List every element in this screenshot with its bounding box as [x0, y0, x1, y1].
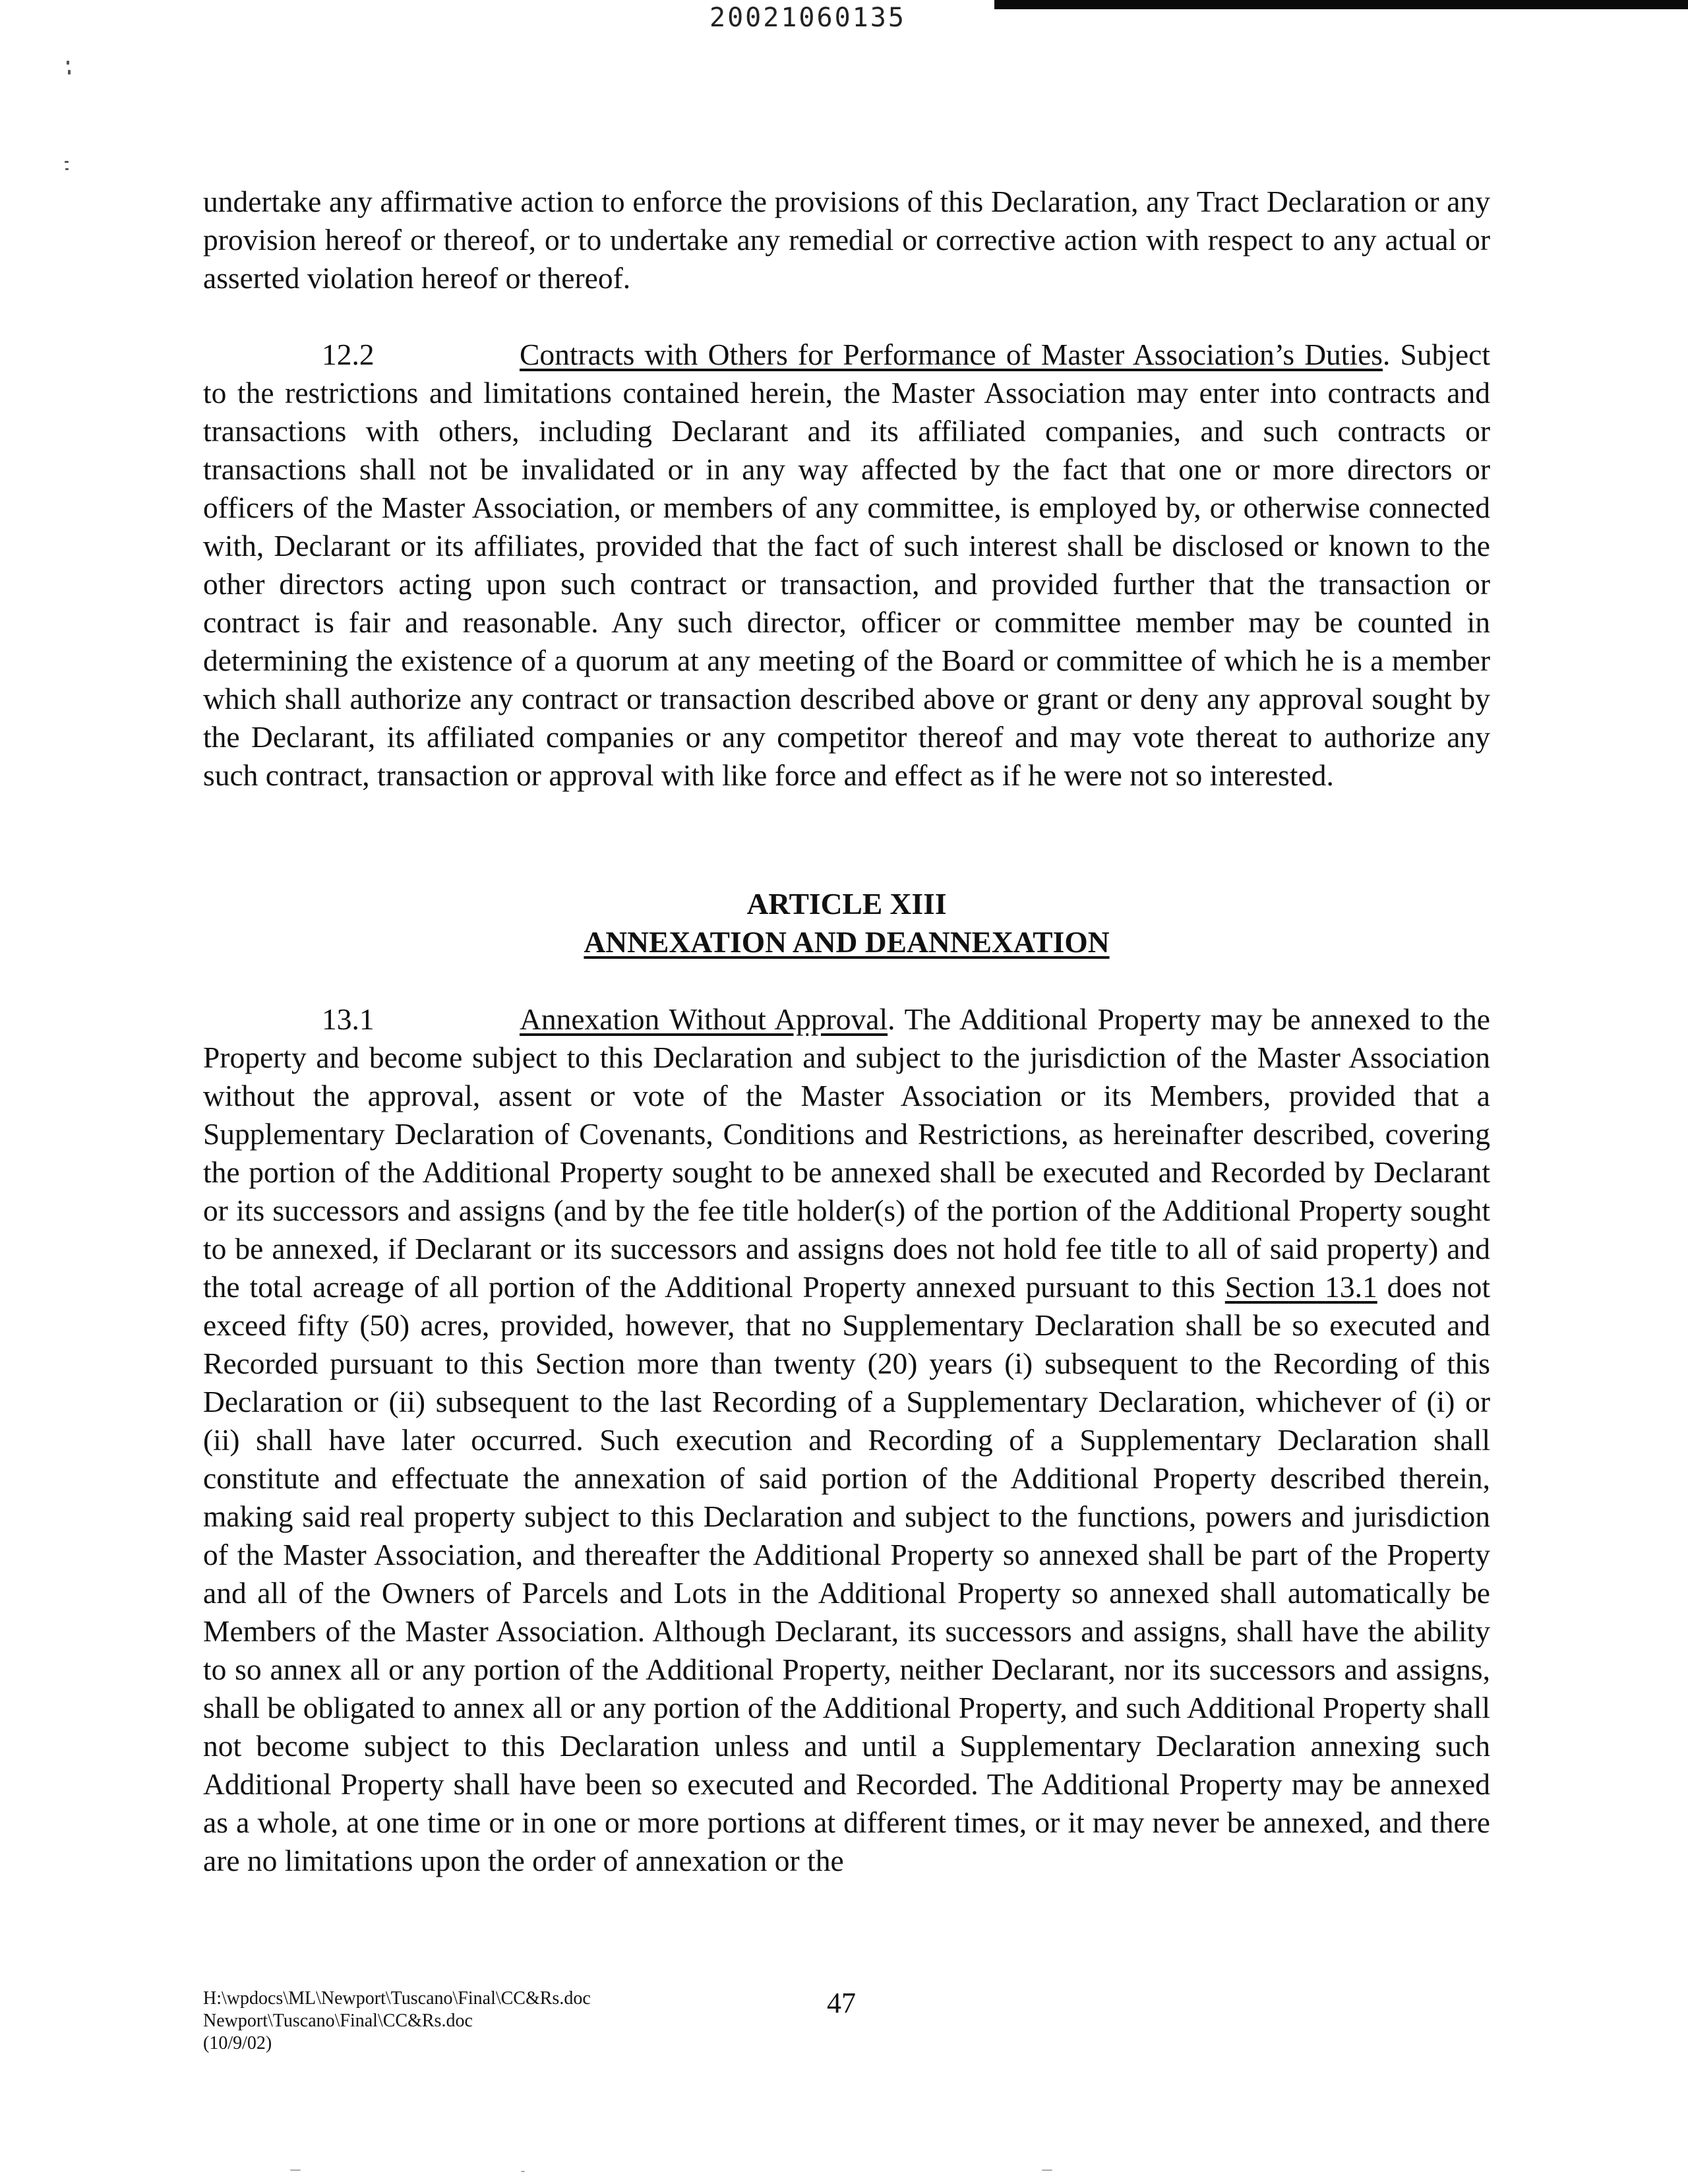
paragraph-continuation [203, 183, 1490, 297]
section-reference: Section 13.1 [1224, 1270, 1377, 1304]
section-number: 12.2 [322, 338, 375, 371]
footer-date: (10/9/02) [203, 2033, 272, 2053]
scan-speck [65, 161, 69, 163]
article-heading [203, 885, 1490, 961]
scan-speck [521, 2171, 525, 2172]
footer-path-line-1: H:\wpdocs\ML\Newport\Tuscano\Final\CC&Rs.doc [203, 1988, 591, 2009]
section-body-part-1: . The Additional Property may be annexed to the Property and become subject to this Declaration and subject to the jurisdiction of the Master Association without the approval, assent or vote of the Master Association or its Members, provided that a Supplementary Declaration of Covenants, Conditions and Restrictions, as hereinafter described, covering the portion of the Additional Property sought to be annexed shall be executed and Recorded by Declarant or its successors and assigns (and by the fee title holder(s) of the portion of the Additional Property sought to be annexed, if Declarant or its successors and assigns does not hold fee title to all of said property) and the total acreage of all portion of the Additional Property annexed pursuant to this [203, 1002, 1490, 1304]
section-body-part-2: does not exceed fifty (50) acres, provided, however, that no Supplementary Declaration shall be so executed and Recorded pursuant to this Section more than twenty (20) years (i) subsequent to the Recording of this Declaration or (ii) subsequent to the last Recording of a Supplementary Declaration, whichever of (i) or (ii) shall have later occurred. Such execution and Recording of a Supplementary Declaration shall constitute and effectuate the annexation of said portion of the Additional Property described therein, making said real property subject to this Declaration and subject to the functions, powers and jurisdiction of the Master Association, and thereafter the Additional Property so annexed shall be part of the Property and all of the Owners of Parcels and Lots in the Additional Property so annexed shall automatically be Members of the Master Association. Although Declarant, its successors and assigns, shall have the ability to so annex all or any portion of the Additional Property, neither Declarant, nor its successors and assigns, shall be obligated to annex all or any portion of the Additional Property, and such Additional Property shall not become subject to this Declaration unless and until a Supplementary Declaration annexing such Additional Property shall have been so executed and Recorded. The Additional Property may be annexed as a whole, at one time or in one or more portions at different times, or it may never be annexed, and there are no limitations upon the order of annexation or the [203, 1270, 1490, 1877]
top-scan-rule [994, 0, 1688, 9]
article-title: ANNEXATION AND DEANNEXATION [584, 925, 1110, 959]
footer-path-line-2: Newport\Tuscano\Final\CC&Rs.doc [203, 2011, 473, 2031]
section-13-1 [203, 1000, 1490, 1880]
section-body: . Subject to the restrictions and limitations contained herein, the Master Association may enter into contracts and transactions with others, including Declarant and its affiliated companies, and such contracts or transactions shall not be invalidated or in any way affected by the fact that one or more directors or officers of the Master Association, or members of any committee, is employed by, or otherwise connected with, Declarant or its affiliates, provided that the fact of such interest shall be disclosed or known to the other directors acting upon such contract or transaction, and provided further that the transaction or contract is fair and reasonable. Any such director, officer or committee member may be counted in determining the existence of a quorum at any meeting of the Board or committee of which he is a member which shall authorize any contract or transaction described above or grant or deny any approval sought by the Declarant, its affiliated companies or any competitor thereof and may vote thereat to authorize any such contract, transaction or approval with like force and effect as if he were not so interested. [203, 338, 1491, 792]
scan-speck [65, 168, 69, 170]
scan-speck [68, 70, 71, 75]
section-12-2 [203, 336, 1490, 795]
footer-file-path [203, 1987, 591, 2055]
document-number: 20021060135 [709, 3, 906, 33]
paragraph-text: undertake any affirmative action to enforce the provisions of this Declaration, any Tract Declaration or any provision hereof or thereof, or to undertake any remedial or corrective action with respect to any actual or asserted violation hereof or thereof. [203, 185, 1490, 295]
section-12-2-text [203, 336, 1490, 795]
section-title: Contracts with Others for Performance of Master Association’s Duties [520, 338, 1383, 371]
scan-speck [290, 2169, 301, 2171]
section-13-1-text [203, 1000, 1490, 1880]
article-label: ARTICLE XIII [746, 887, 947, 921]
scan-speck [1042, 2169, 1052, 2171]
page-number: 47 [827, 1987, 856, 2019]
section-number: 13.1 [322, 1002, 375, 1036]
scan-speck [67, 61, 69, 65]
section-title: Annexation Without Approval [520, 1002, 888, 1036]
